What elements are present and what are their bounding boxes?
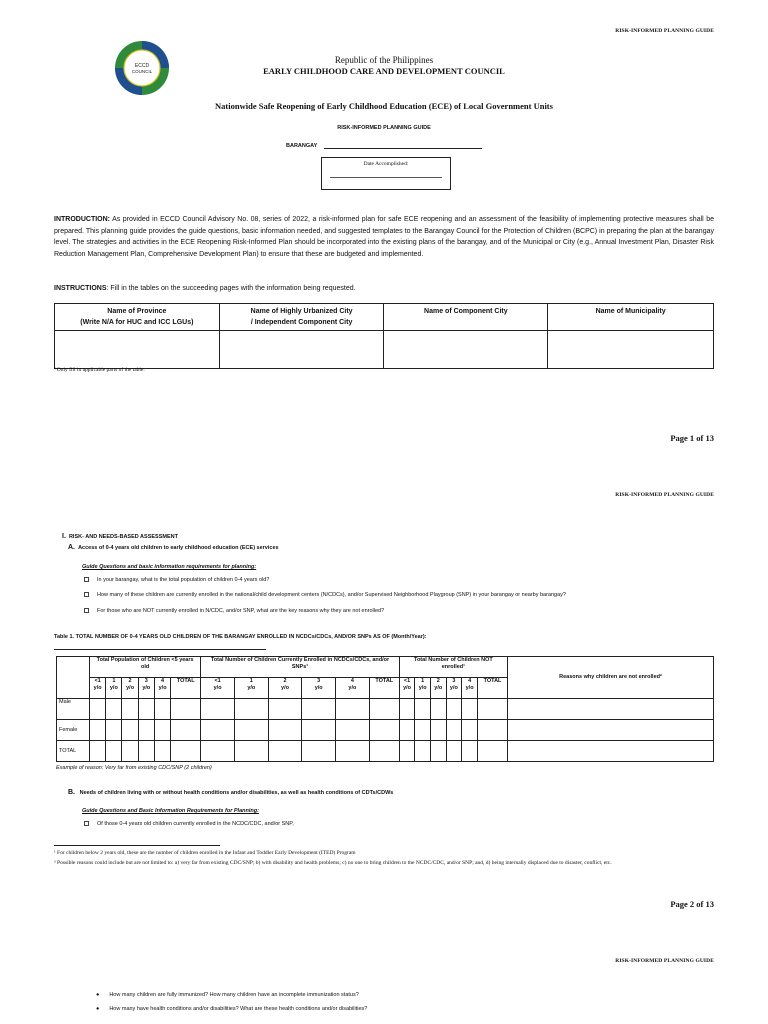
data-cell[interactable] <box>336 699 370 720</box>
data-cell[interactable] <box>90 741 106 762</box>
table1-title: Table 1. TOTAL NUMBER OF 0-4 YEARS OLD CHILDREN OF THE BARANGAY ENROLLED IN NCDCs/CDCs, AND/OR SNPs AS OF (Month/Year): <box>54 634 427 640</box>
data-cell[interactable] <box>369 699 399 720</box>
data-cell[interactable] <box>268 720 302 741</box>
subsection-b-heading: B. Needs of children living with or without health conditions and/or disabilities, as well as health conditions of CDTs/CDWs <box>68 789 394 796</box>
row-label-header <box>57 657 90 699</box>
guide-questions-title-b: Guide Questions and Basic Information Requirements for Planning: <box>82 808 259 814</box>
data-cell[interactable] <box>430 741 446 762</box>
table1-date-line <box>54 649 266 650</box>
age-col-header: 1 y/o <box>234 678 268 699</box>
running-header: RISK-INFORMED PLANNING GUIDE <box>615 958 714 964</box>
data-cell[interactable] <box>268 741 302 762</box>
age-col-header: 2 y/o <box>122 678 138 699</box>
data-cell[interactable] <box>369 720 399 741</box>
data-cell[interactable] <box>446 720 462 741</box>
data-cell[interactable] <box>399 720 415 741</box>
data-cell[interactable] <box>201 699 235 720</box>
data-cell[interactable] <box>462 699 478 720</box>
row-label-female: Female <box>57 720 90 741</box>
bullet-immunization: ● How many children are fully immunized? How many children have an incomplete immunization status? <box>96 992 359 998</box>
svg-text:ECCD: ECCD <box>134 63 150 69</box>
guide-questions-title: Guide Questions and basic information requirements for planning: <box>82 564 257 570</box>
data-cell[interactable] <box>154 699 170 720</box>
data-cell[interactable] <box>90 720 106 741</box>
data-cell[interactable] <box>106 720 122 741</box>
age-col-header: 4 y/o <box>462 678 478 699</box>
age-col-header: 2 y/o <box>268 678 302 699</box>
data-cell[interactable] <box>430 720 446 741</box>
total-col-header: TOTAL <box>369 678 399 699</box>
footnote-2: ² Possible reasons could include but are not limited to: a) very far from existing CDC/SNP; b) with disability and health problems; c) no one to bring children to the NCDC/CDC, and/or SNP; and, d) being internally displaced due to disaster, conflict, etc. <box>54 860 612 866</box>
component-city-cell[interactable] <box>384 331 548 369</box>
reason-cell[interactable] <box>508 741 714 762</box>
data-cell[interactable] <box>462 741 478 762</box>
data-cell[interactable] <box>268 699 302 720</box>
data-cell[interactable] <box>154 720 170 741</box>
example-reason: Example of reason: Very far from existing CDC/SNP (2 children) <box>56 765 212 771</box>
data-cell[interactable] <box>302 699 336 720</box>
age-col-header: 4 y/o <box>336 678 370 699</box>
reasons-header: Reasons why children are not enrolled² <box>508 657 714 699</box>
instructions-label: INSTRUCTIONS <box>54 285 107 292</box>
data-cell[interactable] <box>122 720 138 741</box>
data-cell[interactable] <box>90 699 106 720</box>
enrolled-header: Total Number of Children Currently Enrolled in NCDCs/CDCs, and/or SNPs¹ <box>201 657 400 678</box>
data-cell[interactable] <box>154 741 170 762</box>
age-col-header: 2 y/o <box>430 678 446 699</box>
data-cell[interactable] <box>478 741 508 762</box>
barangay-field[interactable] <box>324 148 482 149</box>
running-header: RISK-INFORMED PLANNING GUIDE <box>615 28 714 34</box>
data-cell[interactable] <box>415 741 431 762</box>
age-col-header: <1 y/o <box>90 678 106 699</box>
table-row <box>57 699 714 720</box>
data-cell[interactable] <box>171 699 201 720</box>
age-col-header: 3 y/o <box>302 678 336 699</box>
location-table <box>54 303 714 369</box>
not-enrolled-header: Total Number of Children NOT enrolled¹ <box>399 657 507 678</box>
age-col-header: 3 y/o <box>138 678 154 699</box>
data-cell[interactable] <box>369 741 399 762</box>
row-label-male: Male <box>57 699 90 720</box>
province-cell[interactable] <box>55 331 220 369</box>
table-note: *Only fill in applicable parts of the table. <box>54 367 145 373</box>
data-cell[interactable] <box>302 741 336 762</box>
question-b: Of those 0-4 years old children currently enrolled in the NCDC/CDC, and/or SNP, <box>84 821 294 827</box>
age-col-header: 1 y/o <box>415 678 431 699</box>
data-cell[interactable] <box>446 699 462 720</box>
row-label-total: TOTAL <box>57 741 90 762</box>
page-number-1: Page 1 of 13 <box>670 433 714 443</box>
republic-line: Republic of the Philippines <box>334 55 434 65</box>
data-cell[interactable] <box>446 741 462 762</box>
document-subtitle: RISK-INFORMED PLANNING GUIDE <box>337 125 431 131</box>
document-title: Nationwide Safe Reopening of Early Childhood Education (ECE) of Local Government Units <box>215 101 553 111</box>
province-header: Name of Province (Write N/A for HUC and ICC LGUs) <box>55 304 220 331</box>
svg-text:COUNCIL: COUNCIL <box>131 69 153 74</box>
instructions <box>54 283 714 295</box>
data-cell[interactable] <box>234 699 268 720</box>
footnote-1: ¹ For children below 2 years old, these are the number of children enrolled in the Infant and Toddler Early Development (ITED) Program <box>54 850 356 856</box>
question-1: In your barangay, what is the total population of children 0-4 years old? <box>84 577 269 583</box>
table-row <box>57 720 714 741</box>
data-cell[interactable] <box>399 741 415 762</box>
data-cell[interactable] <box>106 741 122 762</box>
data-cell[interactable] <box>462 720 478 741</box>
data-cell[interactable] <box>122 699 138 720</box>
data-cell[interactable] <box>478 699 508 720</box>
data-cell[interactable] <box>302 720 336 741</box>
municipality-cell[interactable] <box>548 331 714 369</box>
reason-cell[interactable] <box>508 699 714 720</box>
data-cell[interactable] <box>106 699 122 720</box>
running-header: RISK-INFORMED PLANNING GUIDE <box>615 492 714 498</box>
data-cell[interactable] <box>138 720 154 741</box>
total-col-header: TOTAL <box>478 678 508 699</box>
date-accomplished-box <box>321 157 451 190</box>
section-heading: I. RISK- AND NEEDS-BASED ASSESSMENT <box>62 533 178 540</box>
data-cell[interactable] <box>171 720 201 741</box>
date-label: Date Accomplished: <box>363 161 409 167</box>
data-cell[interactable] <box>478 720 508 741</box>
age-col-header: 4 y/o <box>154 678 170 699</box>
municipality-header: Name of Municipality <box>548 304 714 331</box>
instructions-text: : Fill in the tables on the succeeding pages with the information being requested. <box>106 285 356 292</box>
huc-cell[interactable] <box>219 331 384 369</box>
data-cell[interactable] <box>336 720 370 741</box>
question-3: For those who are NOT currently enrolled in N/CDC, and/or SNP, what are the key reasons why they are not enrolled? <box>84 608 384 614</box>
bullet-health-conditions: ● How many have health conditions and/or disabilities? What are these health conditions and/or disabilities? <box>96 1006 368 1012</box>
data-cell[interactable] <box>415 720 431 741</box>
data-cell[interactable] <box>336 741 370 762</box>
table-row <box>57 741 714 762</box>
intro-text: As provided in ECCD Council Advisory No. 08, series of 2022, a risk-informed plan for safe ECE reopening and an assessment of the feasibility of implementing protective measures shall be prepared. This planning guide provides the guide questions, basic information needed, and suggested templates to the Barangay Council for the Protection of Children (BCPC) in preparing the plan at the barangay level. The strategies and activities in the ECE Reopening Risk-Informed Plan should be incorporated into the existing plans of the barangay, and of the Municipal or City (e.g., Annual Investment Plan, Disaster Risk Reduction Management Plan, Comprehensive Development Plan) to ensure that these are budgeted and implemented. <box>54 216 714 258</box>
data-cell[interactable] <box>234 741 268 762</box>
age-col-header: 3 y/o <box>446 678 462 699</box>
page-number-2: Page 2 of 13 <box>670 899 714 909</box>
reason-cell[interactable] <box>508 720 714 741</box>
age-col-header: 1 y/o <box>106 678 122 699</box>
question-2: How many of these children are currently enrolled in the national/child development centers (N/CDCs), and/or Supervised Neighborhood Playgroup (SNP) in your barangay or nearby barangay? <box>84 592 566 598</box>
data-cell[interactable] <box>430 699 446 720</box>
age-col-header: <1 y/o <box>399 678 415 699</box>
intro-label: INTRODUCTION: <box>54 216 110 223</box>
component-city-header: Name of Component City <box>384 304 548 331</box>
data-cell[interactable] <box>201 741 235 762</box>
age-col-header: <1 y/o <box>201 678 235 699</box>
total-col-header: TOTAL <box>171 678 201 699</box>
data-cell[interactable] <box>138 699 154 720</box>
data-cell[interactable] <box>415 699 431 720</box>
data-cell[interactable] <box>234 720 268 741</box>
total-population-header: Total Population of Children <5 years old <box>90 657 201 678</box>
subsection-a-heading: A. Access of 0-4 years old children to early childhood education (ECE) services <box>68 544 279 551</box>
data-cell[interactable] <box>201 720 235 741</box>
date-field[interactable] <box>330 177 442 178</box>
council-name: EARLY CHILDHOOD CARE AND DEVELOPMENT COUNCIL <box>263 66 505 76</box>
barangay-label: BARANGAY <box>286 143 318 149</box>
introduction <box>54 214 714 260</box>
enrollment-table <box>56 656 714 762</box>
data-cell[interactable] <box>399 699 415 720</box>
huc-header: Name of Highly Urbanized City / Independent Component City <box>219 304 384 331</box>
data-cell[interactable] <box>122 741 138 762</box>
data-cell[interactable] <box>171 741 201 762</box>
data-cell[interactable] <box>138 741 154 762</box>
footnote-divider <box>54 845 220 846</box>
